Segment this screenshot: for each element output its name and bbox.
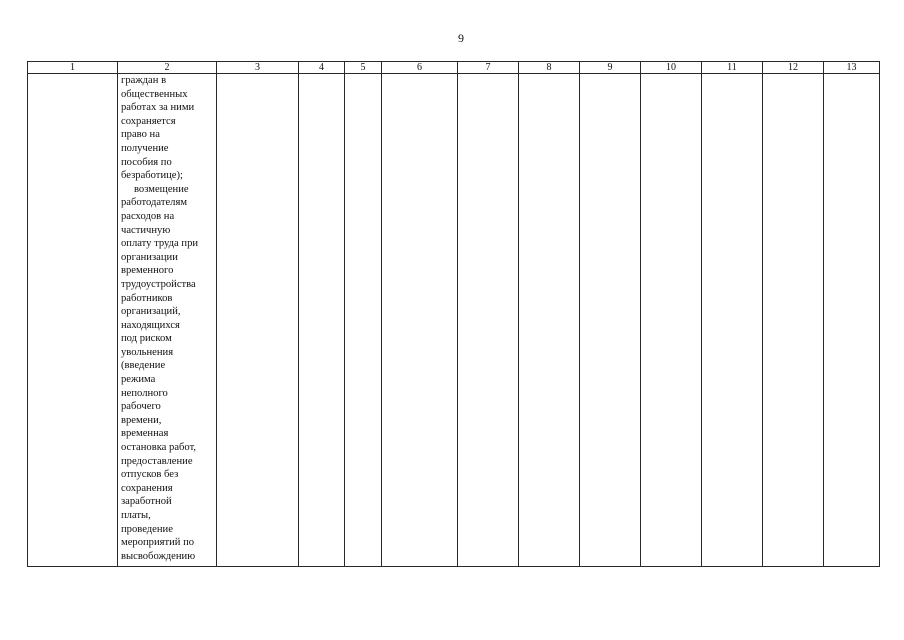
table-cell-col3 [217, 74, 299, 567]
table-cell-col5 [345, 74, 382, 567]
column-header: 13 [824, 62, 880, 74]
table-cell-col12 [763, 74, 824, 567]
column-header: 2 [118, 62, 217, 74]
text-line: остановка работ, [121, 442, 197, 454]
text-line: организаций, [121, 306, 181, 318]
column-header: 5 [345, 62, 382, 74]
text-line: проведение [121, 523, 173, 535]
column-header: 10 [641, 62, 702, 74]
text-line: временная [121, 428, 169, 440]
text-line: находящихся [121, 319, 180, 331]
text-line: мероприятий по [121, 537, 195, 549]
table-cell-col2 [118, 74, 217, 567]
column-header: 9 [580, 62, 641, 74]
text-line: право на [121, 129, 160, 141]
text-line: неполного [121, 387, 168, 399]
text-line: времени, [121, 414, 162, 426]
text-line: граждан в [121, 75, 167, 86]
text-line: отпусков без [121, 469, 179, 481]
table-cell-col1 [28, 74, 118, 567]
text-line: увольнения [121, 346, 174, 358]
column-header: 7 [458, 62, 519, 74]
text-line: работодателям [121, 197, 188, 209]
text-line: рабочего [121, 401, 161, 413]
text-line: сохраняется [121, 115, 176, 127]
text-line: высвобождению [121, 550, 196, 562]
table-cell-col13 [824, 74, 880, 567]
text-line: получение [121, 142, 169, 154]
text-line: расходов на [121, 210, 175, 222]
text-line: заработной [121, 496, 172, 508]
text-line: организации [121, 251, 178, 263]
text-line: трудоустройства [121, 278, 196, 290]
text-line: возмещение [134, 183, 189, 195]
page-number: 9 [458, 31, 464, 45]
column-header: 3 [217, 62, 299, 74]
text-line: общественных [121, 88, 188, 100]
data-table [27, 61, 880, 567]
text-line: безработице); [121, 170, 183, 182]
text-line: платы, [121, 510, 151, 521]
table-header-row [28, 62, 880, 74]
table-cell-col8 [519, 74, 580, 567]
table-row [28, 74, 880, 567]
text-line: пособия по [121, 156, 172, 168]
table-cell-col7 [458, 74, 519, 567]
text-line: работах за ними [121, 102, 195, 114]
column-header: 4 [299, 62, 345, 74]
text-line: оплату труда при [121, 238, 199, 250]
text-line: частичную [121, 224, 171, 236]
text-line: предоставление [121, 455, 193, 467]
table-cell-col11 [702, 74, 763, 567]
text-line: режима [121, 374, 156, 386]
text-line: временного [121, 265, 174, 277]
column-header: 11 [702, 62, 763, 74]
table-cell-col10 [641, 74, 702, 567]
table-cell-col9 [580, 74, 641, 567]
table-cell-col6 [382, 74, 458, 567]
text-line: работников [121, 292, 173, 304]
text-line: сохранения [121, 482, 173, 494]
column-header: 8 [519, 62, 580, 74]
column-header: 6 [382, 62, 458, 74]
text-line: (введение [121, 360, 166, 372]
text-line: под риском [121, 333, 172, 345]
column-header: 12 [763, 62, 824, 74]
column-header: 1 [28, 62, 118, 74]
column2-text [118, 74, 216, 563]
table-cell-col4 [299, 74, 345, 567]
